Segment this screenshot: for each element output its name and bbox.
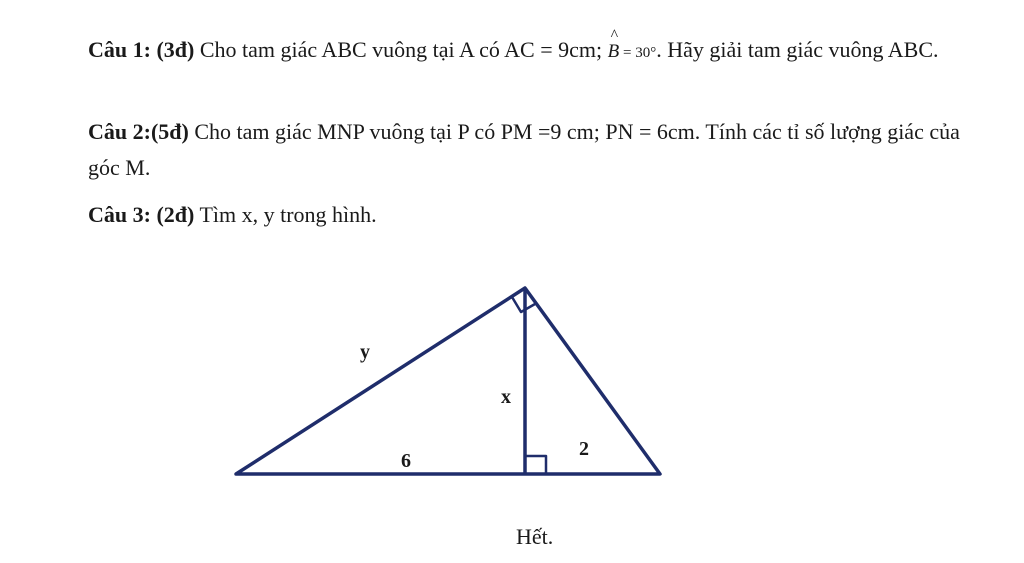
- question-1-text-a: Cho tam giác ABC vuông tại A có AC = 9cm;: [194, 37, 608, 62]
- question-1: [88, 27, 978, 71]
- angle-b-value: = 30°: [619, 45, 657, 61]
- label-2: 2: [579, 438, 589, 460]
- question-1-label: Câu 1: (3đ): [88, 37, 195, 62]
- question-2-text: Cho tam giác MNP vuông tại P có PM =9 cm; PN = 6cm. Tính các tỉ số lượng giác của góc M.: [88, 119, 960, 180]
- question-3: [88, 197, 978, 233]
- right-angle-mark-base: [525, 456, 546, 474]
- angle-b-symbol: ^ B: [608, 34, 620, 70]
- triangle-outline: [236, 288, 660, 474]
- question-2-label: Câu 2:(5đ): [88, 119, 189, 144]
- label-y: y: [360, 341, 370, 363]
- question-1-text-b: . Hãy giải tam giác vuông ABC.: [656, 37, 939, 62]
- question-3-text: Tìm x, y trong hình.: [194, 202, 377, 227]
- angle-hat: ^: [610, 27, 619, 44]
- label-x: x: [501, 386, 511, 408]
- end-text: Hết.: [516, 524, 554, 549]
- triangle-figure: [228, 282, 678, 492]
- label-6: 6: [401, 450, 411, 472]
- question-2: [88, 114, 978, 186]
- question-3-label: Câu 3: (2đ): [88, 202, 195, 227]
